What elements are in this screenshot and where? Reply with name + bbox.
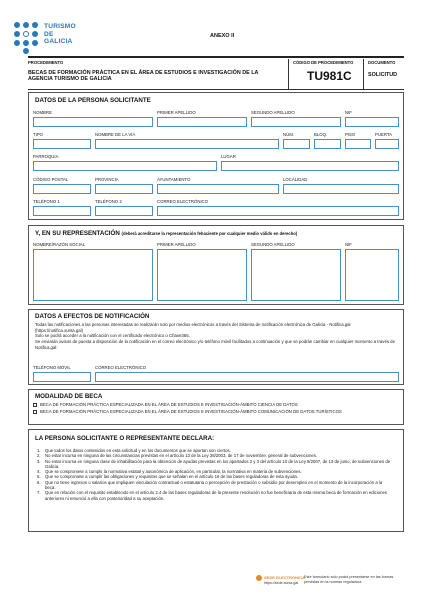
municipality-field[interactable] <box>157 184 279 194</box>
surname1-field[interactable] <box>157 117 247 127</box>
parish-field[interactable] <box>33 161 217 171</box>
declaration-text: No estar incursa en ninguna clase de inhabilitación para la obtención de ayudas previstas en los apartados 2 y 3 del artículo 10 de la Ley 9/2007, de 13 de junio, de subvenciones de Galicia. <box>45 458 391 469</box>
brand-line2: DE <box>44 30 54 38</box>
name-label: NOMBRE <box>33 110 52 115</box>
declaration-number: 2. <box>37 453 41 459</box>
procedure-code-label: CÓDIGO DE PROCEDIMIENTO <box>293 60 354 65</box>
street-name-label: NOMBRE DE LA VÍA <box>95 132 136 137</box>
street-type-label: TIPO <box>33 132 44 137</box>
declaration-title: LA PERSONA SOLICITANTE O REPRESENTANTE DECLARA: <box>35 435 215 442</box>
declaration-number: 6. <box>37 479 41 485</box>
procedure-label: PROCEDIMIENTO <box>28 60 64 65</box>
door-label: PUERTA <box>375 132 393 137</box>
notification-text-1: Todas las notificaciones a las personas interesadas se realizarán solo por medios electrónicos a través del Sistema de notificación electrónica de Galicia - Notifica.gal (https://notifica.xunta.gal) <box>35 322 351 333</box>
surname2-field[interactable] <box>251 117 341 127</box>
street-type-field[interactable] <box>33 139 91 149</box>
declaration-item <box>37 459 393 470</box>
rep-surname1-field[interactable] <box>157 249 247 301</box>
rep-name-field[interactable] <box>33 249 153 301</box>
sede-note: Este formulario solo podrá presentarse en las formas previstas en la normas reguladora <box>304 575 394 584</box>
procedure-code: TU981C <box>307 69 352 83</box>
mobile-label: TELÉFONO MÓVIL <box>33 365 71 370</box>
modality-checkbox-2[interactable] <box>33 410 37 414</box>
notif-email-field[interactable] <box>95 372 399 382</box>
place-field[interactable] <box>221 161 399 171</box>
document-box <box>363 59 404 89</box>
representative-section <box>28 225 404 305</box>
annex-label: ANEXO II <box>210 33 235 39</box>
postcode-field[interactable] <box>33 184 91 194</box>
notification-text-2: Solo se podrá acceder a la notificación con el certificado electrónico o Chave365. <box>35 333 190 338</box>
parish-label: PARROQUIA <box>33 154 59 159</box>
surname1-label: PRIMER APELLIDO <box>157 110 196 115</box>
nif-label: NIF <box>345 110 352 115</box>
rep-nif-label: NIF <box>345 242 352 247</box>
declaration-text: No estar incursa en ninguna de las circunstancias previstas en el artículo 13 de la Ley 38/2003, de 17 de noviembre, general de subvenciones. <box>45 453 318 459</box>
locality-field[interactable] <box>283 184 399 194</box>
sede-logo-icon <box>256 575 262 581</box>
modality-option-2-label: BECA DE FORMACIÓN PRÁCTICA ESPECIALIZADA EN EL ÁREA DE ESTUDIOS E INVESTIGACIÓN-ÁMBITO COMUNICACIÓN DE DATOS TURÍSTICOS <box>40 409 342 414</box>
notif-email-label: CORREO ELECTRÓNICO <box>95 365 147 370</box>
declaration-list <box>37 448 393 501</box>
brand-line3: GALICIA <box>44 38 73 46</box>
locality-label: LOCALIDAD <box>283 177 308 182</box>
sede-electronica-footer <box>256 574 406 594</box>
rep-nif-field[interactable] <box>345 249 399 301</box>
declaration-number: 7. <box>37 490 41 496</box>
declaration-text: Que no tiene ingresos o salarios que impliquen vinculación contractual o estatutaria o percepción de prestación o subsidio por desempleo en el momento de la incorporación a la beca. <box>45 479 383 491</box>
surname2-label: SEGUNDO APELLIDO <box>251 110 295 115</box>
header-divider <box>28 56 404 58</box>
email-field[interactable] <box>157 206 399 216</box>
document-label: DOCUMENTO <box>368 60 396 65</box>
declaration-text: Que se compromete a cumplir la normativa estatal y autonómica de aplicación, en particular, la normativa en materia de subvenciones. <box>45 469 302 475</box>
notification-section <box>28 309 404 385</box>
notification-text-3: Se enviarán avisos de puesta a disposición de la notificación en el correo electrónico y/o teléfono móvil facilitados a continuación y que se podrán cambiar en cualquier momento a través de Notifica.gal: <box>35 339 395 350</box>
block-field[interactable] <box>314 139 341 149</box>
representative-note: (deberá acreditarse la representación fehaciente por cualquier medio válido en derecho) <box>121 231 298 236</box>
rep-surname1-label: PRIMER APELLIDO <box>157 242 196 247</box>
street-name-field[interactable] <box>95 139 279 149</box>
rep-surname2-label: SEGUNDO APELLIDO <box>251 242 295 247</box>
declaration-section <box>28 429 404 532</box>
modality-option-2[interactable] <box>33 409 401 415</box>
sede-url[interactable]: https://sede.xunta.gal <box>264 581 299 585</box>
floor-label: PISO <box>345 132 356 137</box>
declaration-number: 1. <box>37 448 41 453</box>
email-label: CORREO ELECTRÓNICO <box>157 199 209 204</box>
declaration-text: Que en relación con el requisito establecido en el artículo 2.4 de las bases reguladoras de la presente resolución no fue beneficiaria de esta misma beca de formación en ediciones anteriores ni renunció a ella con posterioridad a su aceptación. <box>45 490 388 501</box>
phone2-field[interactable] <box>95 206 153 216</box>
number-label: NÚM. <box>283 132 294 137</box>
document-value: SOLICITUD <box>368 72 398 78</box>
turismo-galicia-logo <box>14 22 84 56</box>
phone2-label: TELÉFONO 2 <box>95 199 122 204</box>
sede-name: SEDE ELECTRÓNICA <box>264 575 305 580</box>
phone1-field[interactable] <box>33 206 91 216</box>
modality-title: MODALIDAD DE BECA <box>35 393 103 400</box>
phone1-label: TELÉFONO 1 <box>33 199 60 204</box>
name-field[interactable] <box>33 117 153 127</box>
applicant-title: DATOS DE LA PERSONA SOLICITANTE <box>35 97 151 104</box>
number-field[interactable] <box>283 139 310 149</box>
declaration-number: 3. <box>37 458 41 464</box>
logo-text <box>44 23 76 46</box>
brand-line1: TURISMO <box>44 23 76 30</box>
modality-checkbox-1[interactable] <box>33 403 37 407</box>
declaration-number: 4. <box>37 469 41 475</box>
representative-title <box>35 230 297 237</box>
notification-title: DATOS A EFECTOS DE NOTIFICACIÓN <box>35 313 150 320</box>
logo-dots-icon <box>14 22 40 54</box>
declaration-text: Que todos los datos contenidos en esta solicitud y en los documentos que se aportan son ciertos. <box>45 448 231 453</box>
procedure-divider <box>28 89 404 90</box>
rep-surname2-field[interactable] <box>251 249 341 301</box>
floor-field[interactable] <box>345 139 371 149</box>
procedure-code-box <box>288 59 363 89</box>
modality-option-1-label: BECA DE FORMACIÓN PRÁCTICA ESPECIALIZADA EN EL ÁREA DE ESTUDIOS E INVESTIGACIÓN-ÁMBITO CIENCIA DE DATOS <box>40 402 298 407</box>
declaration-number: 5. <box>37 474 41 480</box>
declaration-text: Que se compromete a cumplir las obligaciones y requisitos que se señalan en el artículo 16 de las bases reguladoras de esta ayuda. <box>45 474 298 480</box>
modality-section <box>28 389 404 425</box>
province-label: PROVINCIA <box>95 177 119 182</box>
municipality-label: AYUNTAMIENTO <box>157 177 191 182</box>
postcode-label: CÓDIGO POSTAL <box>33 177 69 182</box>
declaration-item <box>37 480 393 491</box>
procedure-title: BECAS DE FORMACIÓN PRÁCTICA EN EL ÁREA DE ESTUDIOS E INVESTIGACIÓN DE LA AGENCIA TURISMO DE GALICIA <box>28 70 259 83</box>
modality-option-1[interactable] <box>33 402 401 408</box>
applicant-section <box>28 92 404 220</box>
province-field[interactable] <box>95 184 153 194</box>
block-label: BLOQ. <box>314 132 328 137</box>
nif-field[interactable] <box>345 117 399 127</box>
mobile-field[interactable] <box>33 372 91 382</box>
place-label: LUGAR <box>221 154 236 159</box>
representative-heading: Y, EN SU REPRESENTACIÓN <box>35 230 120 237</box>
declaration-item <box>37 490 393 501</box>
door-field[interactable] <box>375 139 399 149</box>
rep-name-label: NOMBRE/RAZÓN SOCIAL <box>33 242 86 247</box>
